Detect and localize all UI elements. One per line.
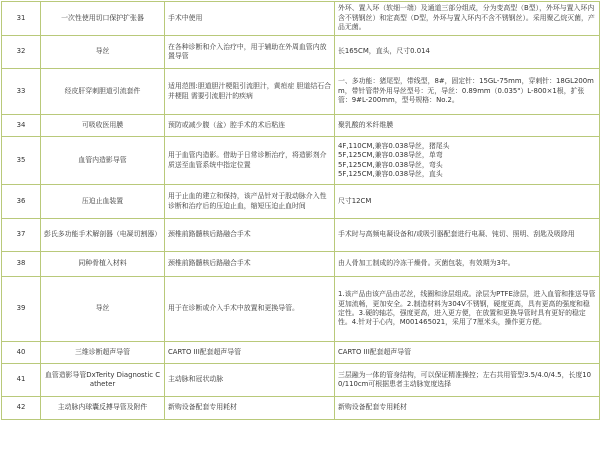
table-row (2, 36, 600, 69)
item-spec: 1.该产品由该产品由芯丝，线圈和涂层组成。涂层为PTFE涂层，进入血管和推送导管更加流畅，更加安全。2.制造材料为304V不锈钢，硬度更高，具有更高的强度和稳定性。3.硬的轴芯，强度更高，进入更方便，在放置和更换导管时具有更好的稳定性。4.针对于心内，M001465021，采用了7厘米头，操作更方便。 (335, 277, 600, 342)
row-number: 42 (2, 397, 41, 420)
item-name: 导丝 (41, 36, 165, 69)
item-name: 一次性使用切口保护扩张器 (41, 2, 165, 36)
row-number: 36 (2, 185, 41, 219)
row-number: 37 (2, 219, 41, 252)
item-usage: 适用范围:胆道胆汁梗阻引流胆汁，黄疸症 胆道结石合并梗阻 需要引流胆汁的疾病 (165, 69, 335, 115)
table-row (2, 137, 600, 185)
item-spec: CARTO III配套超声导管 (335, 342, 600, 364)
table-row (2, 397, 600, 420)
item-spec: 新购设备配套专用耗材 (335, 397, 600, 420)
table-row (2, 2, 600, 36)
item-name: 主动脉内球囊反搏导管及附件 (41, 397, 165, 420)
item-name: 导丝 (41, 277, 165, 342)
item-spec: 三层融为一体的管身结构，可以保证精准操控；左右共用管型3.5/4.0/4.5，长度100/110cm可根据患者主动脉宽度选择 (335, 364, 600, 397)
item-usage: 预防或减少腹（盆）腔手术的术后粘连 (165, 115, 335, 137)
item-name: 血管造影导管DxTerity Diagnostic Catheter (41, 364, 165, 397)
row-number: 32 (2, 36, 41, 69)
row-number: 39 (2, 277, 41, 342)
row-number: 41 (2, 364, 41, 397)
consumables-table (1, 1, 600, 420)
table-row (2, 185, 600, 219)
row-number: 35 (2, 137, 41, 185)
item-usage: 主动脉和冠状动脉 (165, 364, 335, 397)
item-spec: 尺寸12CM (335, 185, 600, 219)
row-number: 31 (2, 2, 41, 36)
table-row (2, 342, 600, 364)
table-row (2, 277, 600, 342)
item-name: 血管内造影导管 (41, 137, 165, 185)
item-usage: 用于血管内造影。借助于日常诊断治疗，将造影剂介质送至血管系统中指定位置 (165, 137, 335, 185)
table-row (2, 115, 600, 137)
item-usage: 用于在诊断或介入手术中放置和更换导管。 (165, 277, 335, 342)
item-usage: 用于止血的建立和保持，该产品针对于股动脉介入性诊断和治疗后的压迫止血，缩短压迫止血时间 (165, 185, 335, 219)
item-spec: 聚乳酸的米纤维膜 (335, 115, 600, 137)
item-usage: 颈椎前路髓核后路融合手术 (165, 252, 335, 277)
item-name: 压迫止血装置 (41, 185, 165, 219)
table-row (2, 364, 600, 397)
item-name: 同种骨植入材料 (41, 252, 165, 277)
item-usage: 颈椎前路髓核后路融合手术 (165, 219, 335, 252)
item-usage: 手术中使用 (165, 2, 335, 36)
item-spec: 外环、置入环（软细一端）及通道三部分组成，分为变高型（B型），外环与置入环内含不锈钢丝）和定高型（D型，外环与置入环内不含不锈钢丝）。采用聚乙烷灭菌，产品无菌。 (335, 2, 600, 36)
row-number: 38 (2, 252, 41, 277)
item-usage: CARTO III配套超声导管 (165, 342, 335, 364)
item-spec: 4F,110CM,兼容0.038导丝，猪尾头 5F,125CM,兼容0.038导丝，单弯 5F,125CM,兼容0.038导丝，弯头 5F,125CM,兼容0.038导丝，直头 (335, 137, 600, 185)
item-name: 彭氏多功能手术解剖器（电凝切割器） (41, 219, 165, 252)
item-usage: 在各种诊断和介入治疗中，用于辅助在外周血管内放置导管 (165, 36, 335, 69)
row-number: 34 (2, 115, 41, 137)
item-usage: 新购设备配套专用耗材 (165, 397, 335, 420)
item-name: 经皮肝穿刺胆道引流套件 (41, 69, 165, 115)
item-spec: 手术时与高频电凝设备和/或吸引器配套进行电凝、钝切、照明、刮匙及吸除用 (335, 219, 600, 252)
item-spec: 一、多功能：猪尾型，带线型，8#，固定针：15GL-75mm，穿刺针：18GL200mm，带针管带外用导丝型号：无，导丝：0.89mm（0.035"）L-800×1根，扩张管：9#L-200mm，型号规格：No.2。 (335, 69, 600, 115)
item-name: 三维诊断超声导管 (41, 342, 165, 364)
item-spec: 长165CM，直头，尺寸0.014 (335, 36, 600, 69)
row-number: 40 (2, 342, 41, 364)
item-name: 可吸收医用膜 (41, 115, 165, 137)
row-number: 33 (2, 69, 41, 115)
item-spec: 由人骨加工制成的冷冻干燥骨。灭菌包装，有效期为3年。 (335, 252, 600, 277)
table-row (2, 252, 600, 277)
table-row (2, 219, 600, 252)
table-row (2, 69, 600, 115)
